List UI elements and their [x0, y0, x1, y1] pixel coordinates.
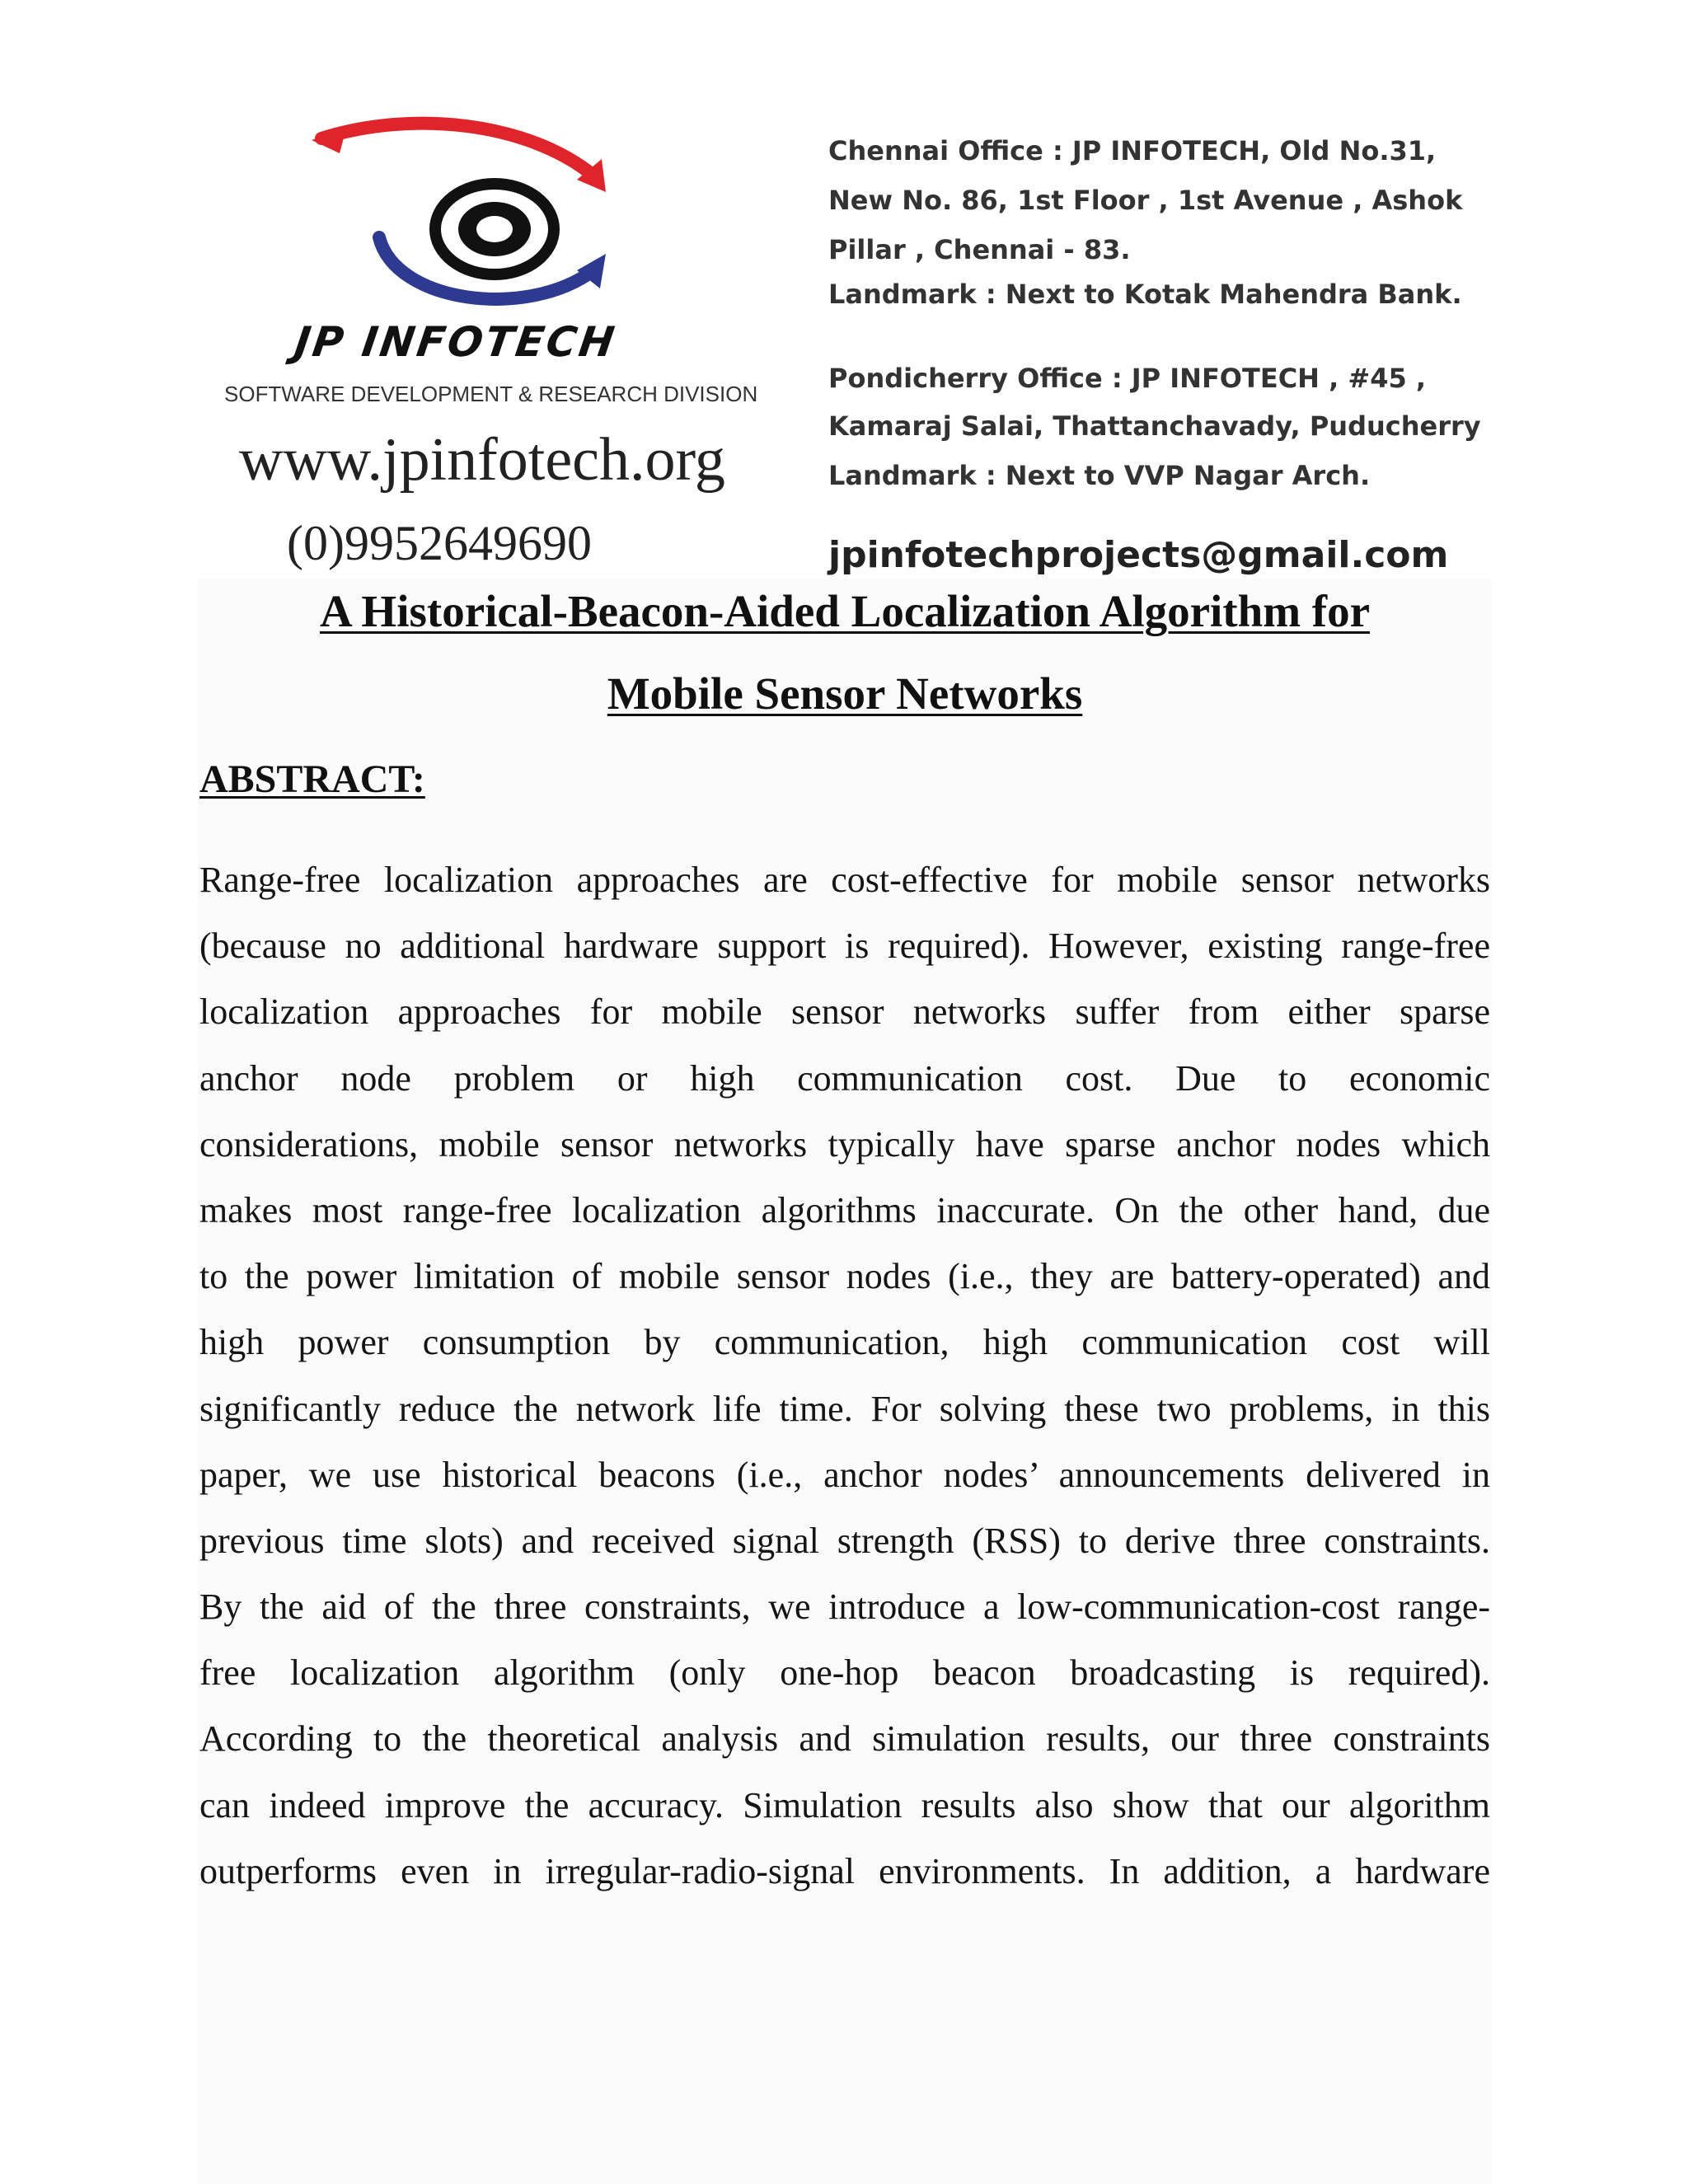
- abstract-line: localization approaches for mobile sensor networks suffer from either sparse: [199, 991, 1490, 1033]
- website-link[interactable]: www.jpinfotech.org: [239, 426, 725, 494]
- abstract-line: anchor node problem or high communication cost. Due to economic: [199, 1057, 1490, 1099]
- abstract-line: Range-free localization approaches are cost-effective for mobile sensor networks: [199, 860, 1490, 900]
- company-logo: [223, 114, 799, 575]
- chennai-office-line: Pillar , Chennai - 83.: [828, 234, 1131, 265]
- pondicherry-office-line: Pondicherry Office : JP INFOTECH , #45 ,: [828, 363, 1427, 394]
- brand-name: JP INFOTECH: [291, 318, 620, 366]
- abstract-line: makes most range-free localization algorithms inaccurate. On the other hand, due: [199, 1189, 1490, 1230]
- abstract-line: considerations, mobile sensor networks typically have sparse anchor nodes which: [199, 1123, 1490, 1165]
- abstract-line: free localization algorithm (only one-hop beacon broadcasting is required).: [199, 1652, 1490, 1694]
- email-address[interactable]: jpinfotechprojects@gmail.com: [828, 534, 1449, 576]
- abstract-line: By the aid of the three constraints, we introduce a low-communication-cost range-: [199, 1586, 1490, 1628]
- abstract-line: to the power limitation of mobile sensor nodes (i.e., they are battery-operated) and: [199, 1256, 1490, 1297]
- abstract-line: According to the theoretical analysis and simulation results, our three constraints: [199, 1718, 1490, 1760]
- chennai-office-line: Chennai Office : JP INFOTECH, Old No.31,: [828, 135, 1437, 166]
- brand-tagline: SOFTWARE DEVELOPMENT & RESEARCH DIVISION: [224, 382, 758, 406]
- phone-number: (0)9952649690: [287, 516, 592, 570]
- abstract-line: (because no additional hardware support is required). However, existing range-free: [199, 926, 1490, 967]
- abstract-body: [199, 854, 1490, 1911]
- paper-title-line-1: A Historical-Beacon-Aided Localization Algorithm for: [319, 586, 1371, 636]
- abstract-line: significantly reduce the network life time. For solving these two problems, in this: [199, 1388, 1490, 1429]
- chennai-office-line: Landmark : Next to Kotak Mahendra Bank.: [828, 279, 1462, 310]
- abstract-line: outperforms even in irregular-radio-signal environments. In addition, a hardware: [199, 1850, 1490, 1891]
- abstract-line: previous time slots) and received signal strength (RSS) to derive three constraints.: [199, 1520, 1490, 1561]
- abstract-line: can indeed improve the accuracy. Simulation results also show that our algorithm: [199, 1784, 1490, 1825]
- chennai-office-line: New No. 86, 1st Floor , 1st Avenue , Ashok: [828, 185, 1463, 216]
- abstract-line: paper, we use historical beacons (i.e., anchor nodes’ announcements delivered in: [199, 1454, 1490, 1495]
- pondicherry-office-line: Landmark : Next to VVP Nagar Arch.: [828, 460, 1371, 491]
- abstract-heading: ABSTRACT:: [199, 757, 425, 801]
- paper-title-line-2: Mobile Sensor Networks: [607, 668, 1083, 719]
- pondicherry-office-line: Kamaraj Salai, Thattanchavady, Puducherry: [828, 410, 1481, 442]
- header-banner: [198, 97, 1492, 579]
- abstract-line: high power consumption by communication, high communication cost will: [199, 1322, 1490, 1363]
